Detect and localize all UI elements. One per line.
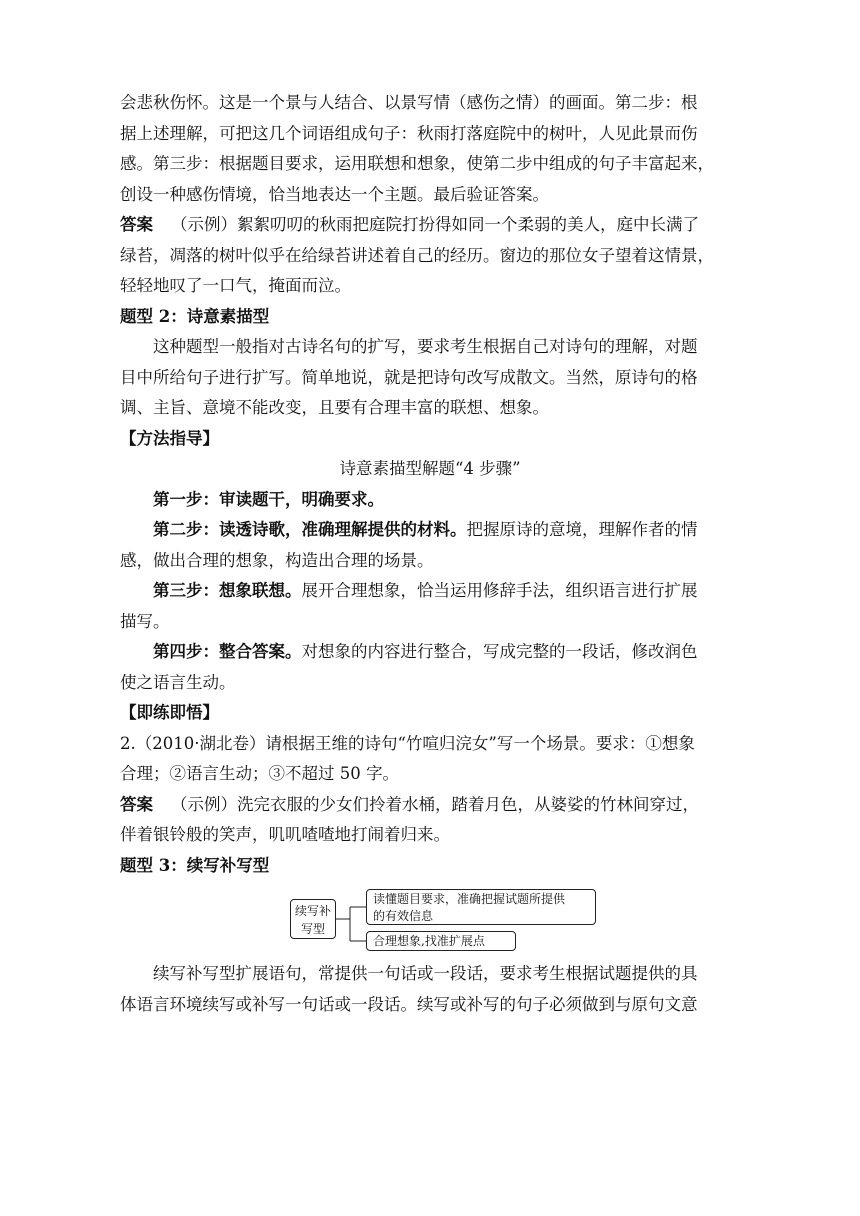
- question-line: 2.（2010·湖北卷）请根据王维的诗句“竹喧归浣女”写一个场景。要求：①想象: [120, 733, 695, 753]
- answer-text: （示例）洗完衣服的少女们拎着水桶，踏着月色，从婆娑的竹林间穿过，: [171, 794, 699, 814]
- step-2: [120, 515, 740, 546]
- step-label: 第二步：读透诗歌，准确理解提供的材料。: [153, 520, 467, 539]
- section-title: 题型 3：续写补写型: [120, 855, 270, 875]
- practice-heading: 【即练即悟】: [120, 703, 219, 722]
- step-text: 展开合理想象，恰当运用修辞手法，组织语言进行扩展: [301, 581, 698, 600]
- paragraph-line: 据上述理解，可把这几个词语组成句子：秋雨打落庭院中的树叶，人见此景而伤: [120, 123, 698, 143]
- step-4-cont: 使之语言生动。: [120, 672, 236, 692]
- paragraph-line: 调、主旨、意境不能改变，且要有合理丰富的联想、想象。: [120, 398, 549, 417]
- paragraph-line: 目中所给句子进行扩写。简单地说，就是把诗句改写成散文。当然，原诗句的格: [120, 367, 698, 387]
- paragraph-line: 创设一种感伤情境，恰当地表达一个主题。最后验证答案。: [120, 184, 549, 204]
- paragraph-line: 会悲秋伤怀。这是一个景与人结合、以景写情（感伤之情）的画面。第二步：根: [120, 93, 698, 112]
- step-text: 把握原诗的意境，理解作者的情: [466, 520, 698, 539]
- step-4: [120, 637, 740, 668]
- method-heading: 【方法指导】: [120, 428, 219, 448]
- question-line: 合理；②语言生动；③不超过 50 字。: [120, 764, 399, 783]
- step-text: 对想象的内容进行整合，写成完整的一段话，修改润色: [301, 642, 698, 661]
- answer-line: [120, 210, 740, 241]
- answer-line: 轻轻地叹了一口气，掩面而泣。: [120, 276, 351, 295]
- diagram-branch-box: [366, 889, 596, 925]
- step-3: [120, 576, 740, 607]
- step-label: 第四步：整合答案。: [153, 642, 302, 661]
- answer-label: 答案: [120, 215, 153, 234]
- diagram-root-line: 写型: [300, 922, 325, 936]
- section-title: 题型 2：诗意素描型: [120, 306, 270, 326]
- step-3-cont: 描写。: [120, 611, 170, 631]
- paragraph-line: 这种题型一般指对古诗名句的扩写，要求考生根据自己对诗句的理解，对题: [153, 337, 698, 356]
- step-2-cont: 感，做出合理的想象，构造出合理的场景。: [120, 550, 434, 570]
- answer-text: （示例）絮絮叨叨的秋雨把庭院打扮得如同一个柔弱的美人，庭中长满了: [171, 215, 699, 234]
- paragraph-line: 体语言环境续写或补写一句话或一段话。续写或补写的句子必须做到与原句文意: [120, 994, 698, 1014]
- diagram-branch-box: 合理想象,找准扩展点: [366, 931, 516, 951]
- diagram-branch-line: 读懂题目要求，准确把握试题所提供: [373, 892, 566, 906]
- answer-line: 伴着银铃般的笑声，叽叽喳喳地打闹着归来。: [120, 825, 450, 844]
- answer-line: [120, 790, 740, 821]
- type3-diagram: [290, 889, 590, 949]
- paragraph-line: 感。第三步：根据题目要求，运用联想和想象，使第二步中组成的句子丰富起来，: [120, 154, 714, 173]
- paragraph-line: 续写补写型扩展语句，常提供一句话或一段话，要求考生根据试题提供的具: [153, 964, 698, 983]
- method-title: 诗意素描型解题“4 步骤”: [339, 459, 521, 478]
- diagram-branch-line: 的有效信息: [373, 909, 434, 923]
- step-label: 第三步：想象联想。: [153, 581, 302, 600]
- diagram-root-line: 续写补: [294, 904, 331, 918]
- answer-line: 绿苔，凋落的树叶似乎在给绿苔讲述着自己的经历。窗边的那位女子望着这情景，: [120, 245, 714, 265]
- diagram-root-box: [290, 899, 336, 939]
- step-1: 第一步：审读题干，明确要求。: [153, 489, 384, 509]
- document-page: [120, 88, 740, 1020]
- answer-label: 答案: [120, 794, 153, 814]
